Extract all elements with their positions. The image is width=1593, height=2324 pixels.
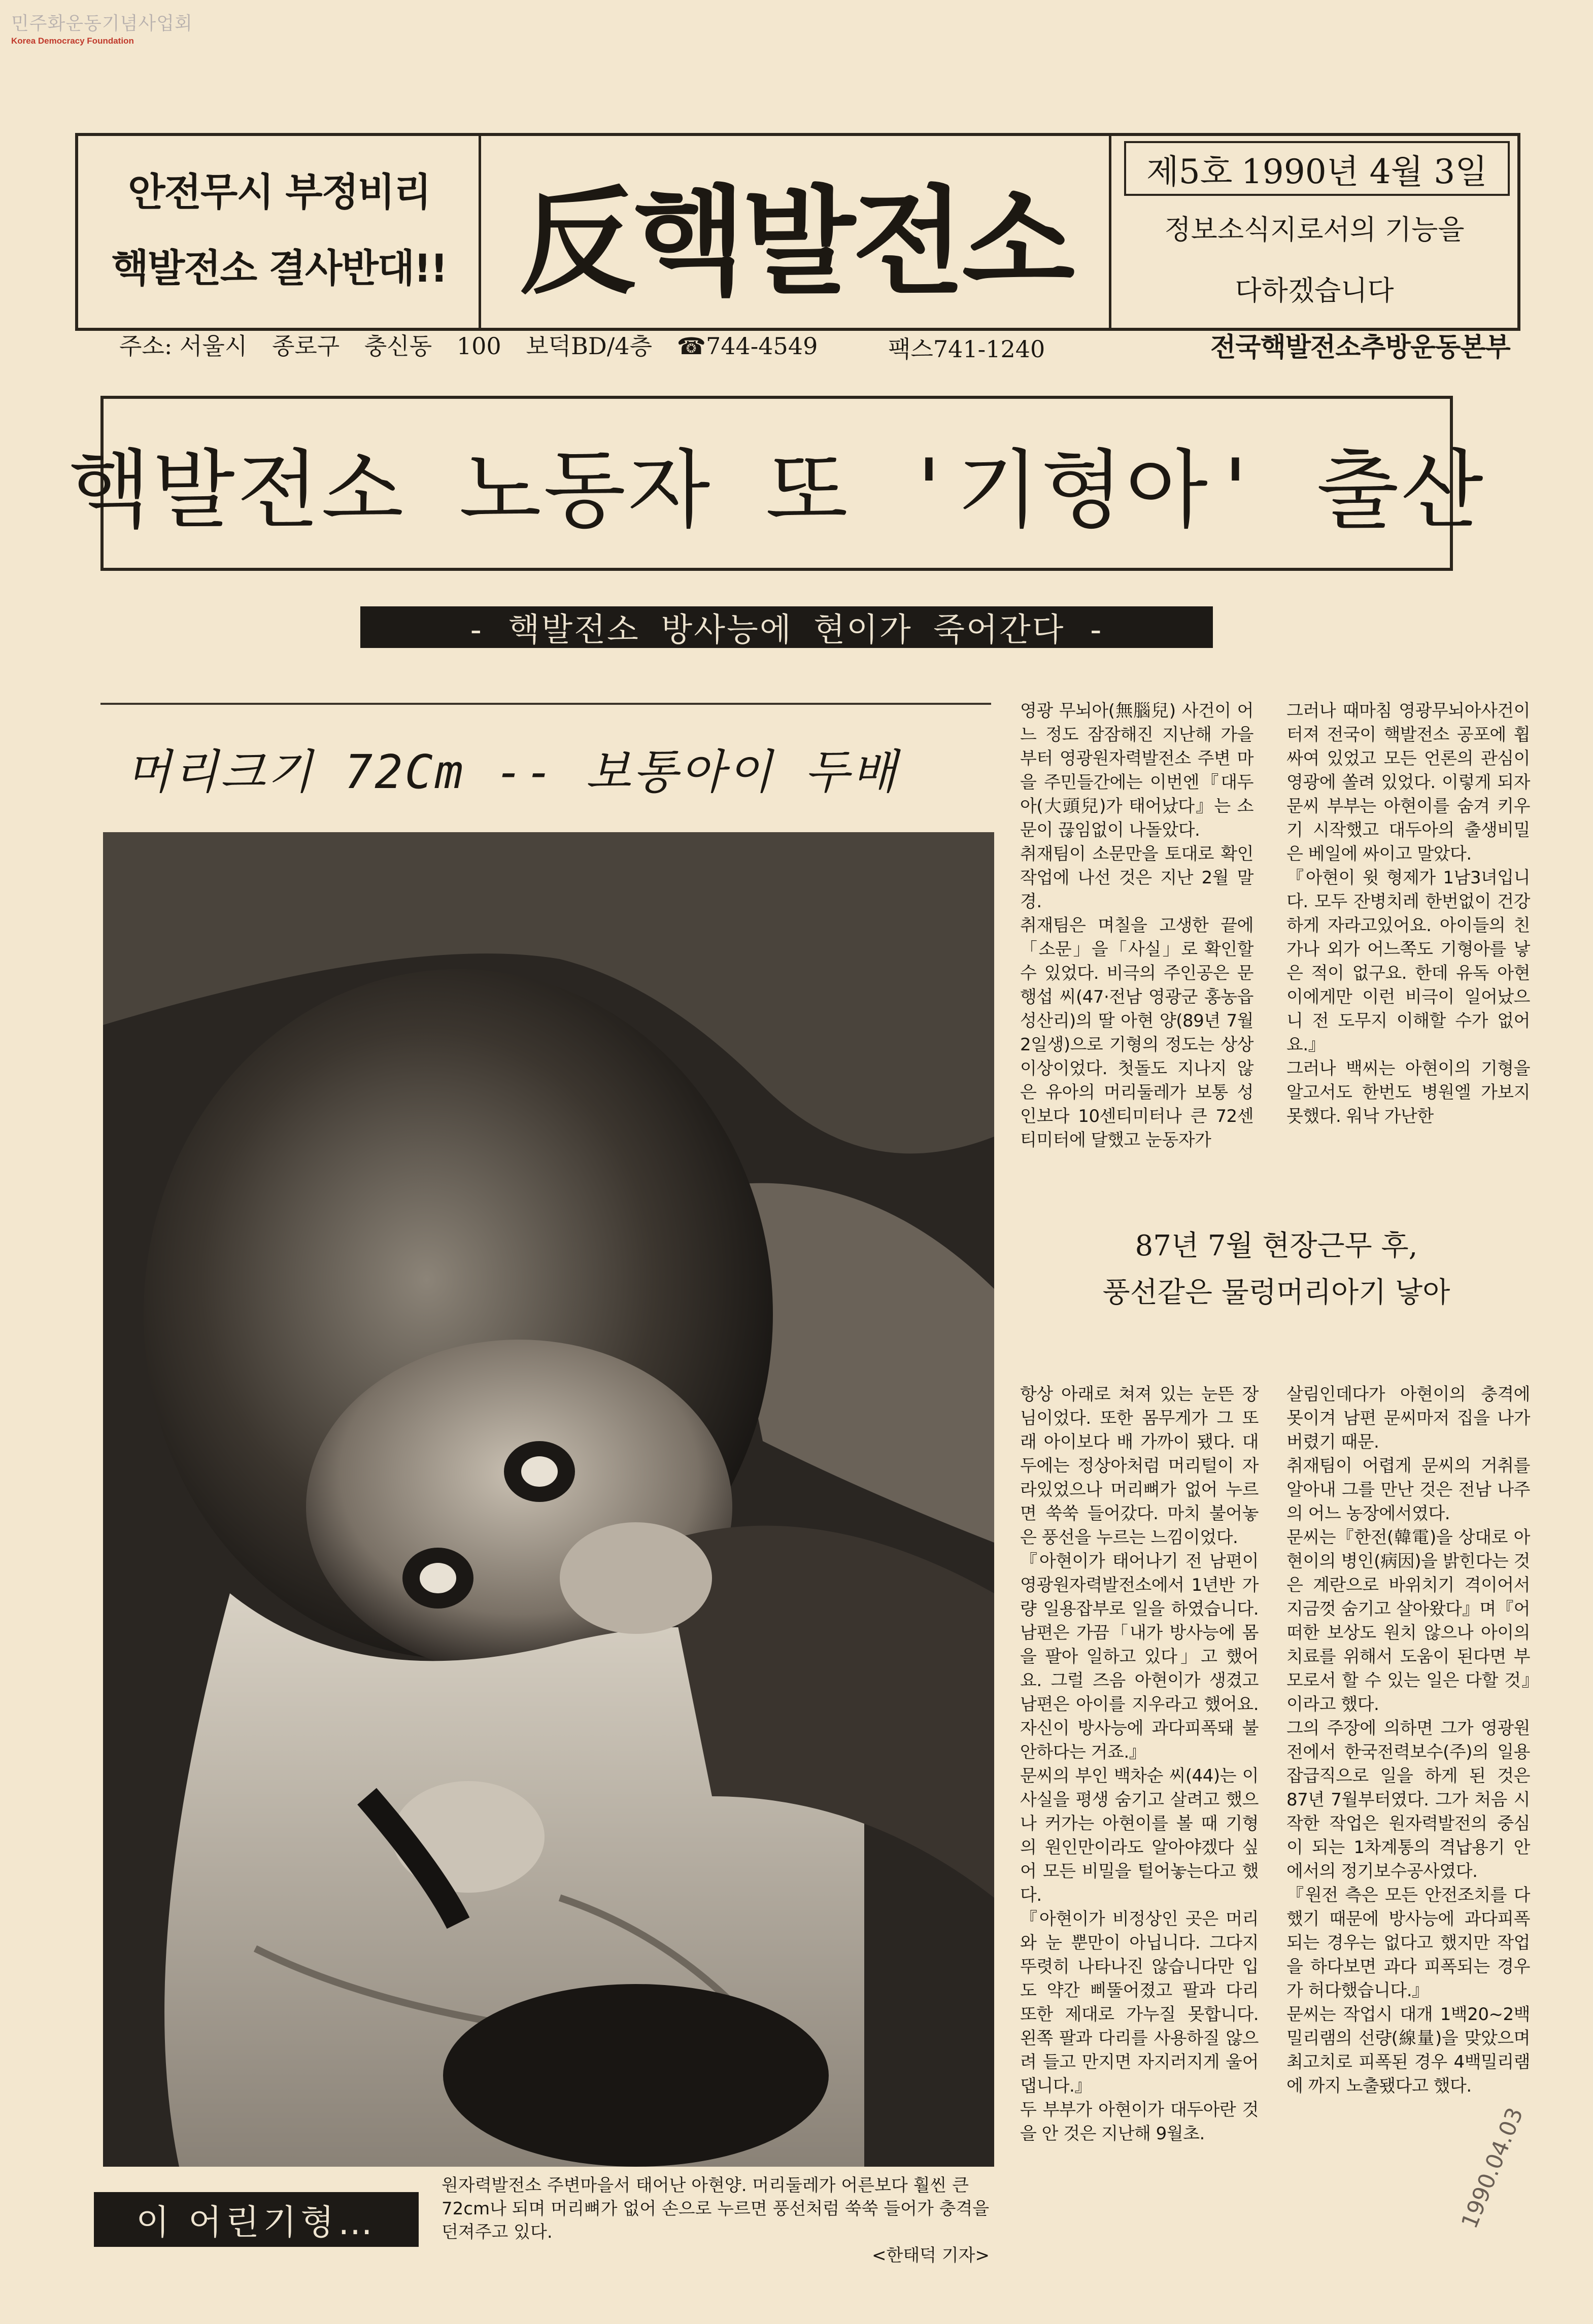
- article-paragraph: 그러나 때마침 영광무뇌아사건이 터져 전국이 핵발전소 공포에 휩싸여 있었고 모든 언론의 관심이 영광에 쏠려 있었다. 이렇게 되자 문씨 부부는 아현이를 숨겨 키우기 시작했고 대두아의 출생비밀은 베일에 싸이고 말았다.: [1286, 701, 1530, 864]
- address-part: 종로구: [272, 332, 340, 360]
- article-paragraph: 취재팀은 며칠을 고생한 끝에「소문」을「사실」로 확인할 수 있었다. 비극의 주인공은 문행섭 씨(47·전남 영광군 홍농읍 성산리)의 딸 아현 양(89년 7월 2일생)으로 기형의 정도는 상상 이상이었다. 첫돌도 지나지 않은 유아의 머리둘레가 보통 성인보다 10센티미터나 큰 72센티미터에 달했고 눈동자가: [1020, 915, 1253, 1150]
- article-paragraph: 문씨는『한전(韓電)을 상대로 아현이의 병인(病因)을 밝힌다는 것은 계란으로 바위치기 격이어서 지금껏 숨기고 살아왔다』며『어떠한 보상도 원치 않으나 아이의 치료를 위해서 도움이 된다면 부모로서 할 수 있는 일은 다할 것』이라고 했다.: [1286, 1527, 1530, 1715]
- motto-line-2: 다하겠습니다: [1235, 275, 1394, 306]
- slogan-line-1: 안전무시 부정비리: [128, 169, 430, 215]
- issue-line: [1124, 141, 1510, 196]
- article-column-4: [1286, 1383, 1530, 2098]
- photo-caption-text: 원자력발전소 주변마을서 태어난 아현양. 머리둘레가 어른보다 훨씬 큰 72cm나 되며 머리뼈가 없어 손으로 누르면 풍선처럼 쑥쑥 들어가 충격을 던져주고 있다.: [442, 2175, 990, 2242]
- main-headline: 핵발전소 노동자 또 '기형아' 출산: [100, 396, 1453, 571]
- article-paragraph: 취재팀이 어렵게 문씨의 거취를 알아내 그를 만난 것은 전남 나주의 어느 농장에서였다.: [1286, 1456, 1530, 1524]
- article-paragraph: 문씨의 부인 백차순 씨(44)는 이 사실을 평생 숨기고 살려고 했으나 커가는 아현이를 볼 때 기형의 원인만이라도 알아야겠다 싶어 모든 비밀을 털어놓는다고 했다.: [1020, 1766, 1259, 1905]
- article-paragraph: 그러나 백씨는 아현이의 기형을 알고서도 한번도 병원엘 가보지 못했다. 워낙 가난한: [1286, 1058, 1530, 1126]
- article-paragraph: 항상 아래로 쳐져 있는 눈뜬 장님이었다. 또한 몸무게가 그 또래 아이보다 배 가까이 됐다. 대두에는 정상아처럼 머리털이 자라있었으나 머리뼈가 없어 누르면 쑥쑥 들어갔다. 마치 불어놓은 풍선을 누르는 느낌이었다.: [1020, 1384, 1259, 1548]
- address: [119, 328, 835, 361]
- section-rule: [100, 703, 991, 705]
- photo-illustration: [103, 832, 994, 2167]
- article-paragraph: 『아현이가 태어나기 전 남편이 영광원자력발전소에서 1년반 가량 일용잡부로 일을 하였습니다. 남편은 가끔「내가 방사능에 몸을 팔아 일하고 있다」고 했어요. 그럴 즈음 아현이가 생겼고 남편은 아이를 지우라고 했어요. 자신이 방사능에 과다피폭돼 불안하다는 거죠.』: [1020, 1551, 1259, 1762]
- article-paragraph: 그의 주장에 의하면 그가 영광원전에서 한국전력보수(주)의 일용잡급직으로 일을 하게 된 것은 87년 7월부터였다. 그가 처음 시작한 작업은 원자력발전의 중심이 되는 1차계통의 격납용기 안에서의 정기보수공사였다.: [1286, 1718, 1530, 1882]
- photo-caption: [442, 2174, 990, 2267]
- issue-date: 1990년 4월 3일: [1241, 152, 1487, 191]
- motto-line-1: 정보소식지로서의 기능을: [1164, 214, 1465, 246]
- issue-number: 제5호: [1146, 152, 1233, 191]
- mid-headline-line-2: 풍선같은 물렁머리아기 낳아: [1102, 1276, 1450, 1309]
- photo-credit: <한태덕 기자>: [871, 2245, 990, 2266]
- publisher-org: 전국핵발전소추방운동본부: [1210, 332, 1510, 363]
- article-paragraph: 『아현이가 비정상인 곳은 머리와 눈 뿐만이 아닙니다. 그다지 뚜렷히 나타나진 않습니다만 입도 약간 삐뚤어졌고 팔과 다리 또한 제대로 가누질 못합니다. 왼쪽 팔과 다리를 사용하질 않으려 들고 만지면 자지러지게 울어댑니다.』: [1020, 1909, 1259, 2096]
- fax-number: 팩스741-1240: [888, 335, 1045, 363]
- mid-headline-line-1: 87년 7월 현장근무 후,: [1135, 1229, 1418, 1262]
- watermark-org-korean: 민주화운동기념사업회: [11, 13, 193, 34]
- address-part: 100: [456, 332, 501, 360]
- phone-number: ☎744-4549: [676, 332, 818, 360]
- article-column-2: [1286, 699, 1530, 1129]
- article-paragraph: 『아현이 윗 형제가 1남3녀입니다. 모두 잔병치레 한번없이 건강하게 자라고있어요. 아이들의 친가나 외가 어느쪽도 기형아를 낳은 적이 없구요. 한데 유독 아현이에게만 이런 비극이 일어났으니 전 도무지 이해할 수가 없어요.』: [1286, 868, 1530, 1055]
- address-part: 충신동: [364, 332, 432, 360]
- article-column-1: [1020, 699, 1253, 1152]
- article-column-3: [1020, 1383, 1259, 2146]
- address-part: 주소: 서울시: [119, 332, 248, 360]
- article-paragraph: 영광 무뇌아(無腦兒) 사건이 어느 정도 잠잠해진 지난해 가을부터 영광원자력발전소 주변 마을 주민들간에는 이번엔『대두아(大頭兒)가 태어났다』는 소문이 끊임없이 나돌았다.: [1020, 701, 1253, 840]
- sub-headline: - 핵발전소 방사능에 현이가 죽어간다 -: [360, 606, 1213, 648]
- article-paragraph: 살림인데다가 아현이의 충격에 못이겨 남편 문씨마저 집을 나가버렸기 때문.: [1286, 1384, 1530, 1452]
- kicker-headline: 머리크기 72Cm -- 보통아이 두배: [126, 745, 899, 799]
- handwritten-note: 1990.04.03: [1456, 2104, 1529, 2233]
- newspaper-title: 反핵발전소: [519, 175, 1072, 311]
- slogan-line-2: 핵발전소 결사반대!!: [111, 246, 447, 291]
- news-photo: [103, 832, 994, 2167]
- photo-label: 이 어린기형…: [94, 2192, 419, 2247]
- article-paragraph: 취재팀이 소문만을 토대로 확인작업에 나선 것은 지난 2월 말경.: [1020, 844, 1253, 912]
- address-part: 보덕BD/4층: [526, 332, 653, 360]
- article-paragraph: 문씨는 작업시 대개 1백20~2백밀리램의 선량(線量)을 맞았으며 최고치로 피폭된 경우 4백밀리램에 까지 노출됐다고 했다.: [1286, 2004, 1530, 2096]
- archive-watermark: [11, 9, 194, 46]
- article-paragraph: 두 부부가 아현이가 대두아란 것을 안 것은 지난해 9월초.: [1020, 2100, 1259, 2144]
- article-paragraph: 『원전 측은 모든 안전조치를 다했기 때문에 방사능에 과다피폭되는 경우는 없다고 했지만 작업을 하다보면 과다 피폭되는 경우가 허다했습니다.』: [1286, 1885, 1530, 2001]
- mid-headline: [1056, 1223, 1497, 1316]
- watermark-org-english: Korea Democracy Foundation: [11, 36, 134, 46]
